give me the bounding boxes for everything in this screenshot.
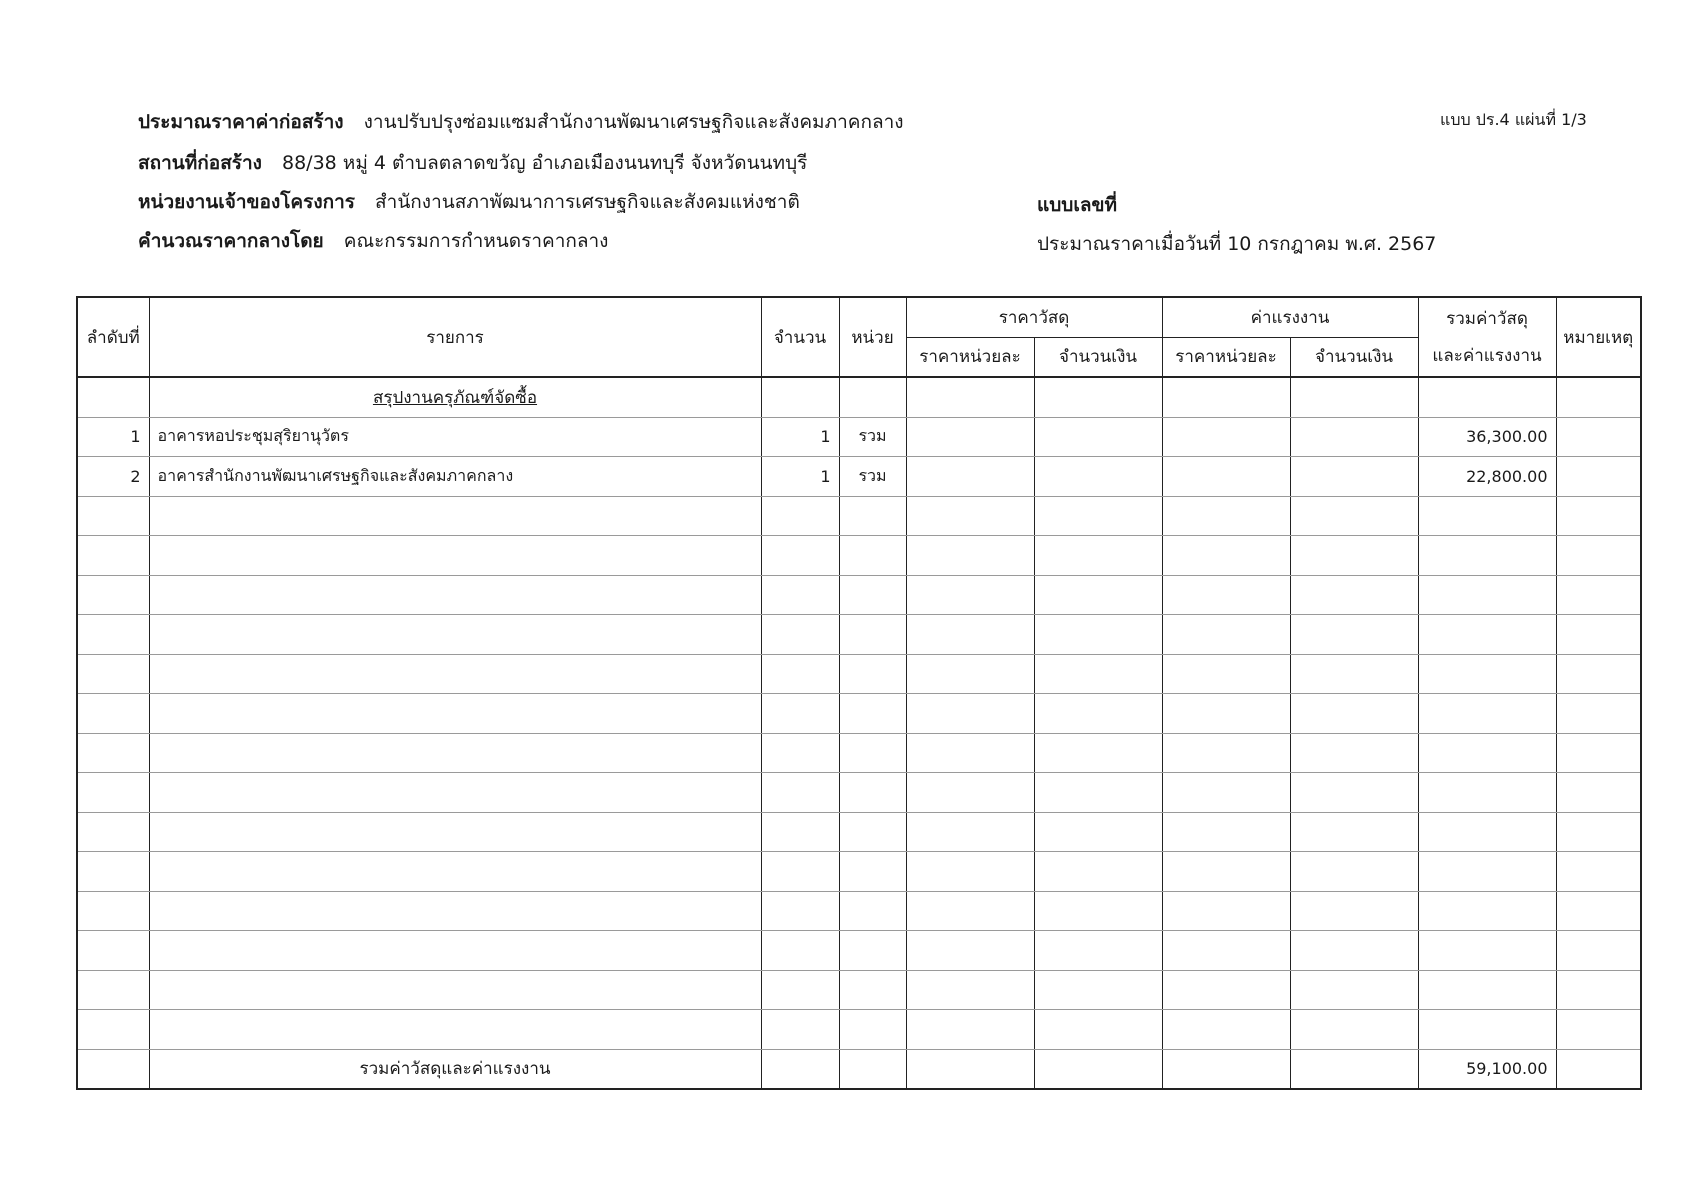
table-row (77, 457, 1641, 497)
empty-row (77, 812, 1641, 852)
drawing-no-label: แบบเลขที่ (1037, 194, 1118, 216)
empty-row (77, 694, 1641, 734)
row-total: 36,300.00 (1418, 417, 1556, 457)
grand-total-row (77, 1049, 1641, 1089)
header-labor: ค่าแรงงาน (1162, 297, 1418, 337)
row-qty: 1 (761, 457, 839, 497)
empty-row (77, 773, 1641, 813)
site-line (138, 151, 807, 175)
section-row (77, 377, 1641, 417)
empty-row (77, 852, 1641, 892)
empty-row (77, 615, 1641, 655)
project-label: ประมาณราคาค่าก่อสร้าง (138, 111, 344, 133)
empty-row (77, 891, 1641, 931)
row-qty: 1 (761, 417, 839, 457)
row-item: อาคารสำนักงานพัฒนาเศรษฐกิจและสังคมภาคกลาง (149, 457, 761, 497)
grand-total-value: 59,100.00 (1418, 1049, 1556, 1089)
empty-row (77, 536, 1641, 576)
site-label: สถานที่ก่อสร้าง (138, 152, 262, 174)
calc-value: คณะกรรมการกำหนดราคากลาง (343, 230, 609, 252)
section-title: สรุปงานครุภัณฑ์จัดซื้อ (149, 377, 761, 417)
owner-value: สำนักงานสภาพัฒนาการเศรษฐกิจและสังคมแห่งชาติ (375, 191, 800, 213)
estimate-date: ประมาณราคาเมื่อวันที่ 10 กรกฎาคม พ.ศ. 2567 (1037, 233, 1437, 255)
row-unit: รวม (839, 457, 906, 497)
header-remark: หมายเหตุ (1556, 297, 1641, 377)
header-total (1418, 297, 1556, 377)
header-qty: จำนวน (761, 297, 839, 377)
empty-row (77, 575, 1641, 615)
project-value: งานปรับปรุงซ่อมแซมสำนักงานพัฒนาเศรษฐกิจและสังคมภาคกลาง (363, 111, 904, 133)
site-value: 88/38 หมู่ 4 ตำบลตลาดขวัญ อำเภอเมืองนนทบุรี จังหวัดนนทบุรี (282, 152, 808, 174)
header-total-line2: และค่าแรงงาน (1432, 346, 1542, 366)
empty-row (77, 970, 1641, 1010)
form-code: แบบ ปร.4 แผ่นที่ 1/3 (1440, 110, 1587, 129)
empty-row (77, 733, 1641, 773)
empty-row (77, 496, 1641, 536)
header-total-line1: รวมค่าวัสดุ (1446, 309, 1528, 329)
table-row (77, 417, 1641, 457)
header-material-unit-price: ราคาหน่วยละ (906, 337, 1034, 377)
empty-row (77, 654, 1641, 694)
calc-label: คำนวณราคากลางโดย (138, 230, 324, 252)
header-seq: ลำดับที่ (77, 297, 149, 377)
row-unit: รวม (839, 417, 906, 457)
row-item: อาคารหอประชุมสุริยานุวัตร (149, 417, 761, 457)
calc-line (138, 229, 608, 253)
project-line (138, 110, 904, 134)
header-material: ราคาวัสดุ (906, 297, 1162, 337)
empty-row (77, 931, 1641, 971)
header-unit: หน่วย (839, 297, 906, 377)
owner-line (138, 190, 800, 214)
row-seq: 2 (77, 457, 149, 497)
header-labor-amount: จำนวนเงิน (1290, 337, 1418, 377)
row-seq: 1 (77, 417, 149, 457)
boq-table (76, 296, 1642, 1090)
header-material-amount: จำนวนเงิน (1034, 337, 1162, 377)
empty-row (77, 1010, 1641, 1050)
owner-label: หน่วยงานเจ้าของโครงการ (138, 191, 355, 213)
header-item: รายการ (149, 297, 761, 377)
header-labor-unit-price: ราคาหน่วยละ (1162, 337, 1290, 377)
grand-total-label: รวมค่าวัสดุและค่าแรงงาน (149, 1049, 761, 1089)
row-total: 22,800.00 (1418, 457, 1556, 497)
